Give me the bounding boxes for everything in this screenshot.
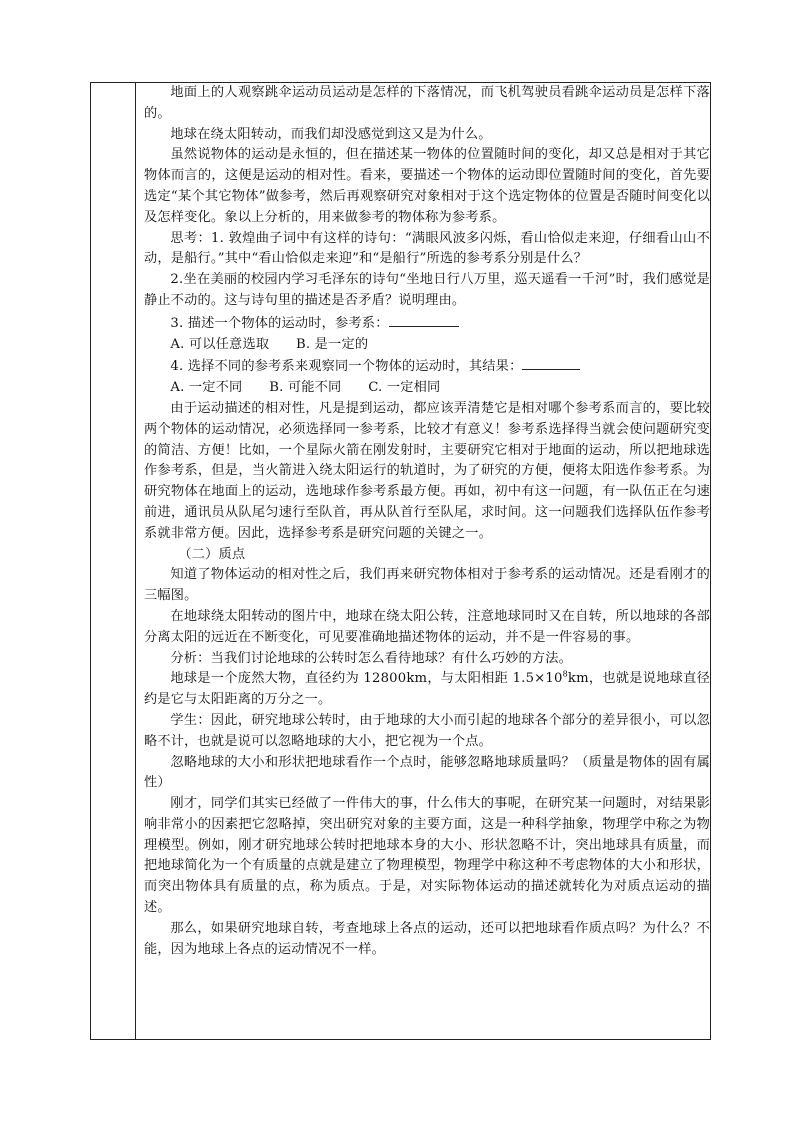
paragraph: 知道了物体运动的相对性之后，我们再来研究物体相对于参考系的运动情况。还是看刚才的三幅图。 xyxy=(144,567,710,604)
paragraph: 在地球绕太阳转动的图片中，地球在绕太阳公转，注意地球同时又在自转，所以地球的各部分离太阳的远近在不断变化，可见要准确地描述物体的运动，并不是一件容易的事。 xyxy=(144,608,710,645)
lesson-table xyxy=(90,82,711,1040)
paragraph: 那么，如果研究地球自转，考查地球上各点的运动，还可以把地球看作质点吗？为什么？不能，因为地球上各点的运动情况不一样。 xyxy=(144,920,710,957)
paragraph: 刚才，同学们其实已经做了一件伟大的事，什么伟大的事呢，在研究某一问题时，对结果影响非常小的因素把它忽略掉，突出研究对象的主要方面，这是一种科学抽象，物理学中称之为物理模型。例如，刚才研究地球公转时把地球本身的大小、形状忽略不计，突出地球具有质量，而把地球简化为一个有质量的点就是建立了物理模型，物理学中称这种不考虑物体的大小和形状，而突出物体具有质量的点，称为质点。于是，对实际物体运动的描述就转化为对质点运动的描述。 xyxy=(144,796,710,916)
answer-blank xyxy=(522,355,580,370)
exponent: 8 xyxy=(562,669,568,679)
paragraph xyxy=(144,669,710,711)
question-3-stem: 3. 描述一个物体的运动时，参考系： xyxy=(170,315,389,331)
text-run: km，也就是说地球直径约是它与太阳距离的万分之一。 xyxy=(144,671,710,708)
paragraph: 地球在绕太阳转动，而我们却没感觉到这又是为什么。 xyxy=(170,126,492,142)
lesson-content xyxy=(144,83,710,960)
paragraph: 虽然说物体的运动是永恒的，但在描述某一物体的位置随时间的变化，却又总是相对于其它物体而言的，这便是运动的相对性。看来，要描述一个物体的运动即位置随时间的变化，首先要选定“某个其它物体”做参考，然后再观察研究对象相对于这个选定物体的位置是否随时间变化以及怎样变化。象以上分析的，用来做参考的物体称为参考系。 xyxy=(144,147,710,225)
paragraph: 学生：因此，研究地球公转时，由于地球的大小而引起的地球各个部分的差异很小，可以忽略不计，也就是说可以忽略地球的大小，把它视为一个点。 xyxy=(144,712,710,749)
thinking-question-2: 2.坐在美丽的校园内学习毛泽东的诗句“坐地日行八万里，巡天遥看一千河”时，我们感觉是静止不动的。这与诗句里的描述是否矛盾？说明理由。 xyxy=(144,272,710,308)
paragraph: 忽略地球的大小和形状把地球看作一个点时，能够忽略地球质量吗？（质量是物体的固有属性） xyxy=(144,754,710,791)
answer-blank xyxy=(389,312,459,327)
paragraph: 分析：当我们讨论地球的公转时怎么看待地球？有什么巧妙的方法。 xyxy=(170,650,573,666)
text-run: 地球是一个庞然大物，直径约为 12800km，与太阳相距 1.5×10 xyxy=(170,671,563,687)
question-3 xyxy=(144,312,710,335)
question-4 xyxy=(144,355,710,378)
section-heading: （二）质点 xyxy=(178,546,246,562)
paragraph: 由于运动描述的相对性，凡是提到运动，都应该弄清楚它是相对哪个参考系而言的，要比较两个物体的运动情况，必须选择同一参考系，比较才有意义！参考系选择得当就会使问题研究变的简洁、方便！比如，一个星际火箭在刚发射时，主要研究它相对于地面的运动，所以把地球选作参考系，但是，当火箭进入绕太阳运行的轨道时，为了研究的方便，便将太阳选作参考系。为研究物体在地面上的运动，选地球作参考系最方便。再如，初中有这一问题，有一队伍正在匀速前进，通讯员从队尾匀速行至队首，再从队首行至队尾，求时间。这一问题我们选择队伍作参考系就非常方便。因此，选择参考系是研究问题的关键之一。 xyxy=(144,400,710,541)
question-4-stem: 4. 选择不同的参考系来观察同一个物体的运动时，其结果： xyxy=(170,359,523,375)
question-4-options: A. 一定不同 B. 可能不同 C. 一定相同 xyxy=(170,380,441,396)
paragraph: 地面上的人观察跳伞运动员运动是怎样的下落情况，而飞机驾驶员看跳伞运动员是怎样下落的。 xyxy=(144,85,710,121)
question-3-options: A. 可以任意选取 B. 是一定的 xyxy=(170,336,369,352)
thinking-question-1: 思考：1. 敦煌曲子词中有这样的诗句：“满眼风波多闪烁，看山恰似走来迎，仔细看山山不动，是船行。”其中“看山恰似走来迎”和“是船行”所选的参考系分别是什么？ xyxy=(144,230,710,267)
column-divider xyxy=(135,83,136,1039)
